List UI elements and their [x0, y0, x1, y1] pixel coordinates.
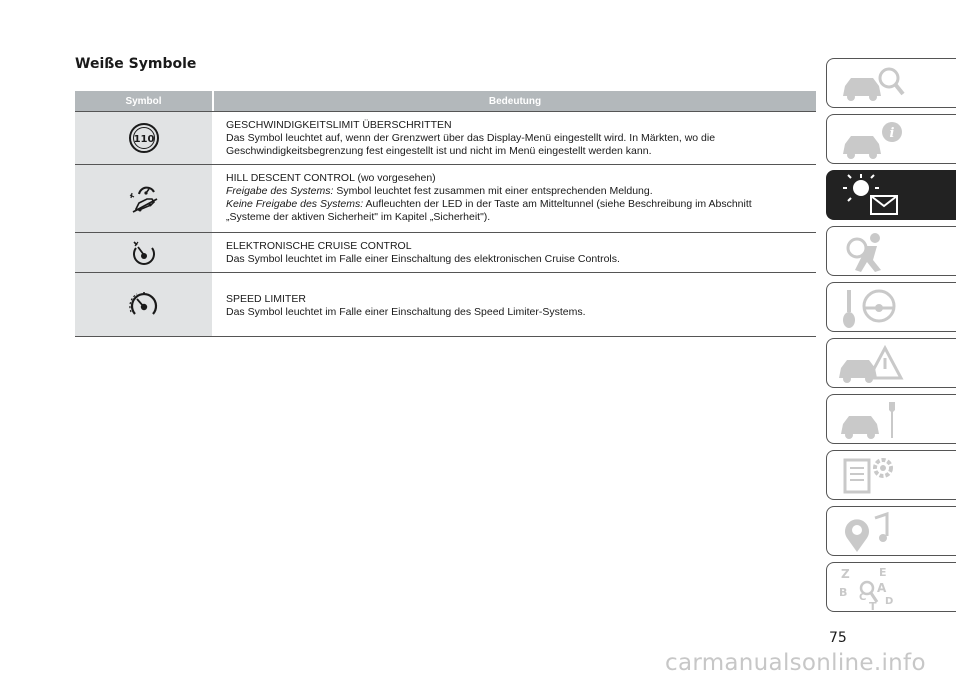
header-symbol: Symbol [75, 91, 212, 111]
cruise-control-icon [129, 238, 159, 268]
tab-warning-lights[interactable] [826, 170, 956, 220]
svg-text:Z: Z [841, 567, 850, 581]
enable-text: Symbol leuchtet fest zusammen mit einer entsprechenden Meldung. [336, 185, 653, 197]
key-steering-wheel-icon [837, 286, 907, 330]
tab-multimedia[interactable] [826, 506, 956, 556]
svg-text:D: D [885, 596, 894, 607]
tab-emergency[interactable] [826, 338, 956, 388]
row-title: HILL DESCENT CONTROL (wo vorgesehen) [226, 172, 436, 184]
svg-text:i: i [889, 126, 895, 141]
warning-light-message-icon [837, 174, 907, 218]
multimedia-music-icon [837, 510, 907, 554]
speed-limiter-icon [127, 288, 161, 322]
header-meaning: Bedeutung [214, 91, 816, 111]
description-cell [212, 112, 816, 164]
tab-safety[interactable] [826, 226, 956, 276]
specs-gear-icon [837, 454, 907, 498]
svg-text:A: A [877, 581, 887, 595]
warning-lights-table [75, 91, 816, 337]
row-title: GESCHWINDIGKEITSLIMIT ÜBERSCHRITTEN [226, 119, 452, 131]
table-row [75, 272, 816, 337]
svg-text:110: 110 [133, 134, 154, 145]
row-title: ELEKTRONISCHE CRUISE CONTROL [226, 240, 412, 252]
section-title: Weiße Symbole [75, 56, 197, 72]
watermark: carmanualsonline.info [665, 650, 926, 676]
disable-label: Keine Freigabe des Systems: [226, 198, 364, 210]
car-search-icon [837, 62, 907, 106]
description-cell [212, 233, 816, 272]
symbol-cell [75, 112, 212, 164]
row-text: „Systeme der aktiven Sicherheit" im Kapitel „Sicherheit"). [226, 211, 491, 223]
hill-descent-control-icon [127, 182, 161, 216]
tab-maintenance[interactable] [826, 394, 956, 444]
alphabetical-index-icon [837, 566, 907, 610]
row-title: SPEED LIMITER [226, 293, 306, 305]
row-text: Das Symbol leuchtet auf, wenn der Grenzwert über das Display-Menü eingestellt wird. In Märkten, wo die [226, 132, 716, 144]
description-cell [212, 165, 816, 232]
row-text [226, 185, 816, 198]
table-row [75, 232, 816, 272]
tab-car-info[interactable] [826, 114, 956, 164]
table-row [75, 111, 816, 164]
enable-label: Freigabe des Systems: [226, 185, 334, 197]
svg-text:T: T [869, 600, 877, 610]
car-info-icon [837, 118, 907, 162]
table-header [75, 91, 816, 111]
page-number: 75 [829, 630, 847, 646]
svg-text:E: E [879, 566, 887, 579]
table-row [75, 164, 816, 232]
symbol-cell [75, 165, 212, 232]
row-text [226, 198, 816, 211]
tab-specifications[interactable] [826, 450, 956, 500]
car-crash-warning-icon [837, 342, 907, 386]
row-text: Geschwindigkeitsbegrenzung fest eingestellt ist und nicht im Menü eingestellt werden kann. [226, 145, 652, 157]
car-wrench-icon [837, 398, 907, 442]
description-cell [212, 273, 816, 336]
row-text: Das Symbol leuchtet im Falle einer Einschaltung des elektronischen Cruise Controls. [226, 253, 620, 265]
row-text: Das Symbol leuchtet im Falle einer Einschaltung des Speed Limiter-Systems. [226, 306, 586, 318]
symbol-cell [75, 273, 212, 336]
tab-starting-driving[interactable] [826, 282, 956, 332]
tab-index[interactable] [826, 562, 956, 612]
svg-text:C: C [859, 592, 867, 603]
speed-limit-110-icon [128, 122, 160, 154]
airbag-passenger-icon [837, 230, 907, 274]
tab-car-search[interactable] [826, 58, 956, 108]
disable-text: Aufleuchten der LED in der Taste am Mitteltunnel (siehe Beschreibung im Abschnitt [365, 198, 752, 210]
svg-text:B: B [839, 586, 848, 599]
symbol-cell [75, 233, 212, 272]
